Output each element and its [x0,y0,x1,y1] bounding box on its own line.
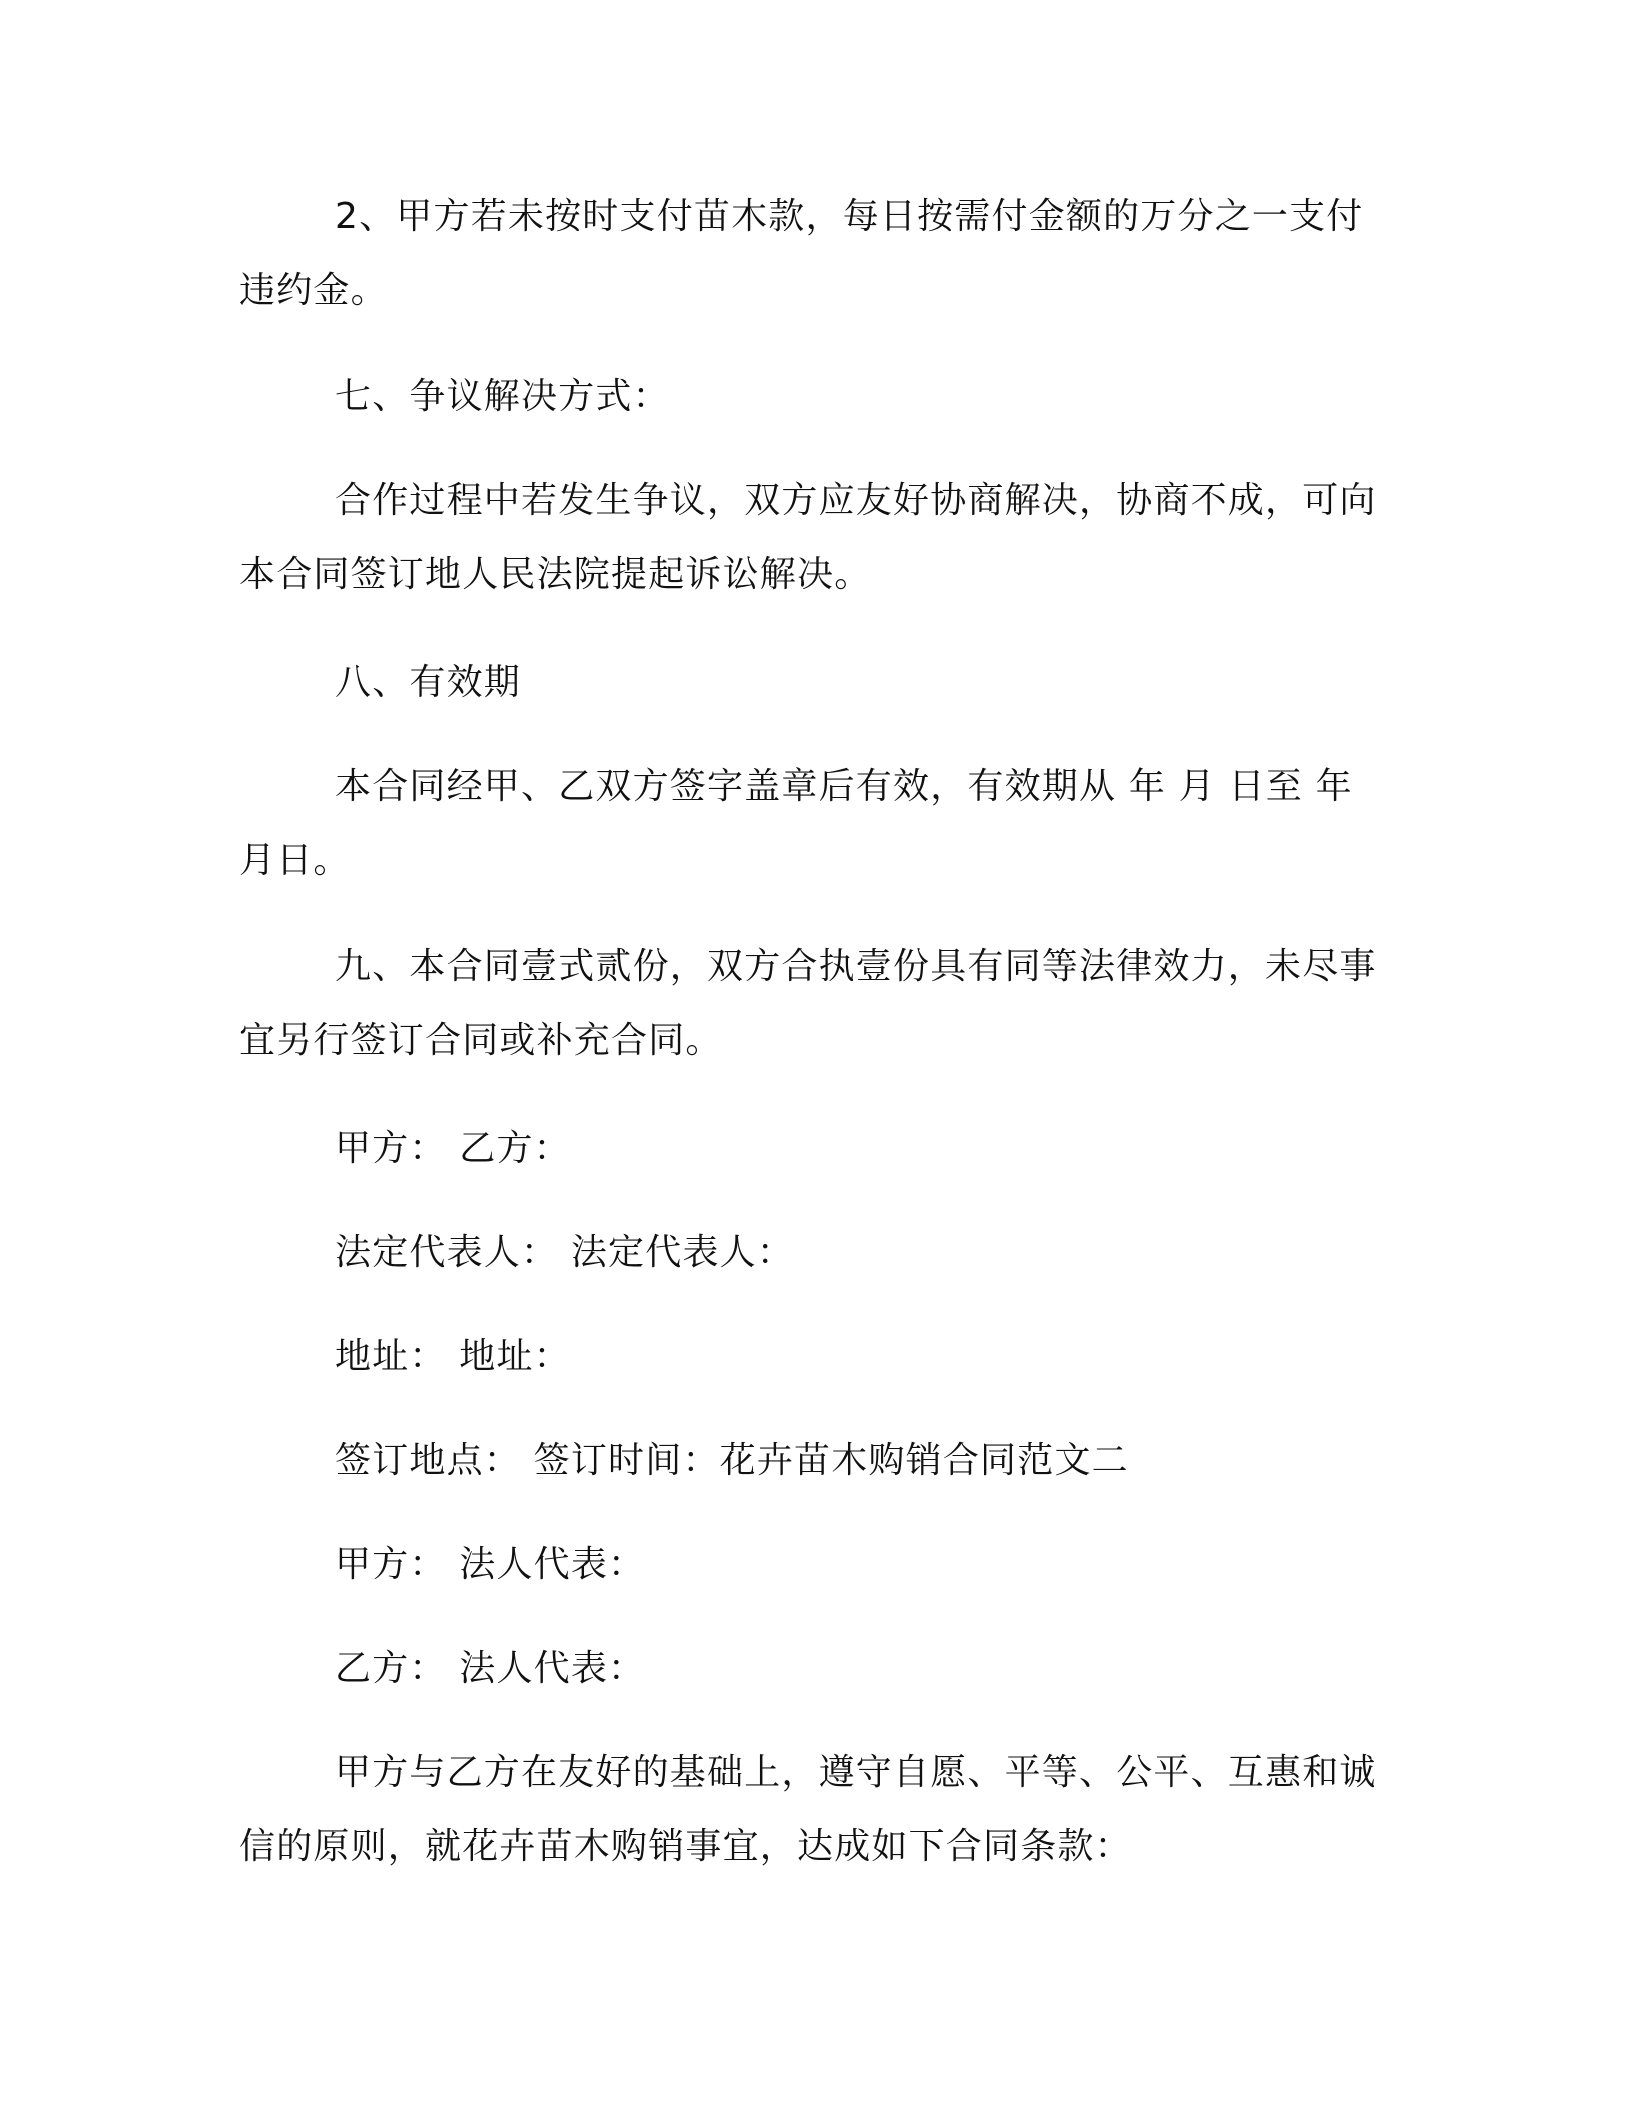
paragraph-text: 甲方： 法人代表： [335,1544,646,1585]
paragraph-penalty [239,180,1379,328]
paragraph-dispute [239,464,1379,612]
paragraph-validity [239,750,1379,898]
paragraph-text: 乙方： 法人代表： [335,1648,646,1689]
paragraph-text: 甲方： 乙方： [335,1128,571,1169]
party-b-rep [239,1632,1379,1706]
heading-dispute-resolution [239,360,1379,434]
paragraph-text: 甲方与乙方在友好的基础上，遵守自愿、平等、公平、互惠和诚信的原则，就花卉苗木购销事宜，达成如下合同条款： [239,1752,1377,1867]
party-a-rep [239,1528,1379,1602]
paragraph-text: 八、有效期 [335,662,522,703]
heading-validity [239,646,1379,720]
paragraph-text: 七、争议解决方式： [335,376,670,417]
paragraph-text: 签订地点： 签订时间：花卉苗木购销合同范文二 [335,1440,1129,1481]
signature-parties [239,1112,1379,1186]
paragraph-text: 九、本合同壹式贰份，双方合执壹份具有同等法律效力，未尽事宜另行签订合同或补充合同。 [239,946,1377,1061]
paragraph-agreement-intro [239,1736,1379,1884]
paragraph-text: 本合同经甲、乙双方签字盖章后有效，有效期从 年 月 日至 年 月日。 [239,766,1353,881]
paragraph-text: 地址： 地址： [335,1336,571,1377]
signature-legal-rep [239,1216,1379,1290]
paragraph-text: 法定代表人： 法定代表人： [335,1232,795,1273]
signature-address [239,1320,1379,1394]
paragraph-text: 2、甲方若未按时支付苗木款，每日按需付金额的万分之一支付违约金。 [239,196,1364,311]
paragraph-copies [239,930,1379,1078]
paragraph-text: 合作过程中若发生争议，双方应友好协商解决，协商不成，可向本合同签订地人民法院提起诉讼解决。 [239,480,1377,595]
signature-place-time [239,1424,1379,1498]
